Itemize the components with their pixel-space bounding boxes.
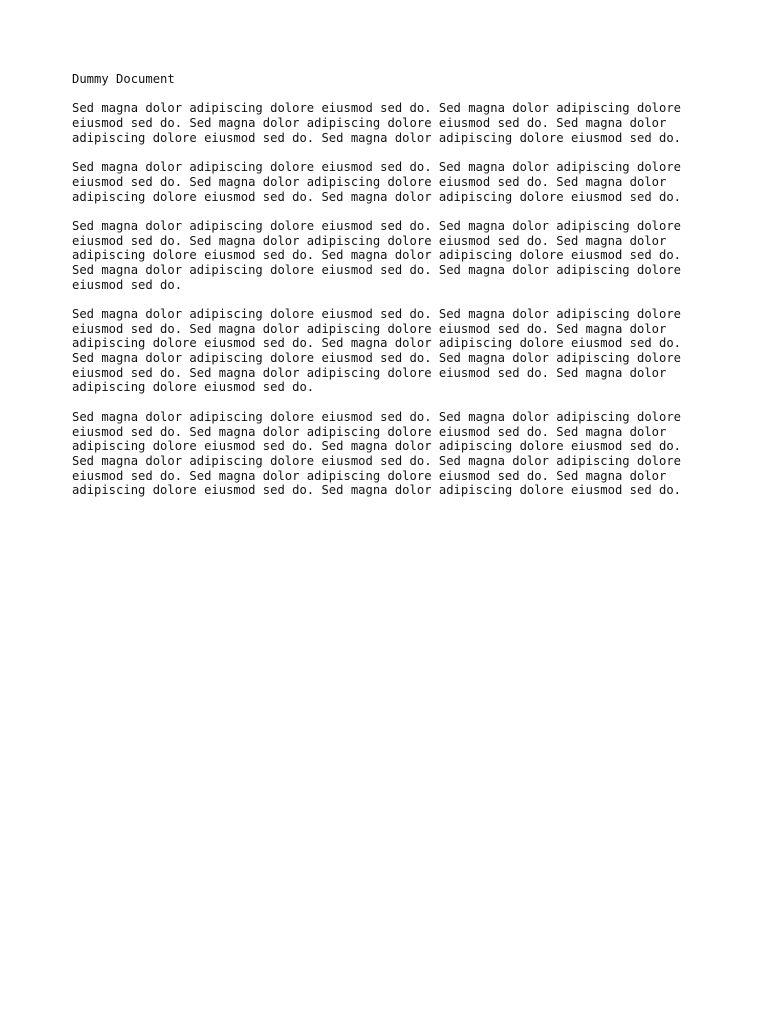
text-line: Sed magna dolor adipiscing dolore eiusmod sed do. Sed magna dolor adipiscing dolore [72,262,682,277]
text-line: eiusmod sed do. Sed magna dolor adipiscing dolore eiusmod sed do. Sed magna dolor [72,116,667,131]
text-line: Sed magna dolor adipiscing dolore eiusmod sed do. Sed magna dolor adipiscing dolore [72,101,682,116]
text-line: adipiscing dolore eiusmod sed do. Sed magna dolor adipiscing dolore eiusmod sed do. [72,189,682,204]
text-line: adipiscing dolore eiusmod sed do. Sed magna dolor adipiscing dolore eiusmod sed do. [72,483,682,498]
paragraph [72,307,712,395]
text-line: Sed magna dolor adipiscing dolore eiusmod sed do. Sed magna dolor adipiscing dolore [72,409,682,424]
text-line: eiusmod sed do. Sed magna dolor adipiscing dolore eiusmod sed do. Sed magna dolor [72,233,667,248]
text-line: adipiscing dolore eiusmod sed do. Sed magna dolor adipiscing dolore eiusmod sed do. [72,130,682,145]
text-line: eiusmod sed do. Sed magna dolor adipiscing dolore eiusmod sed do. Sed magna dolor [72,174,667,189]
paragraph [72,160,712,204]
text-line: Sed magna dolor adipiscing dolore eiusmod sed do. Sed magna dolor adipiscing dolore [72,160,682,175]
text-line: Sed magna dolor adipiscing dolore eiusmod sed do. Sed magna dolor adipiscing dolore [72,351,682,366]
paragraph [72,410,712,498]
text-line: eiusmod sed do. [72,277,183,292]
text-line: eiusmod sed do. Sed magna dolor adipiscing dolore eiusmod sed do. Sed magna dolor [72,321,667,336]
text-line: adipiscing dolore eiusmod sed do. [72,380,315,395]
text-line: Sed magna dolor adipiscing dolore eiusmod sed do. Sed magna dolor adipiscing dolore [72,218,682,233]
text-line: eiusmod sed do. Sed magna dolor adipiscing dolore eiusmod sed do. Sed magna dolor [72,365,667,380]
text-line: Sed magna dolor adipiscing dolore eiusmod sed do. Sed magna dolor adipiscing dolore [72,453,682,468]
text-line: adipiscing dolore eiusmod sed do. Sed magna dolor adipiscing dolore eiusmod sed do. [72,336,682,351]
text-line: Sed magna dolor adipiscing dolore eiusmod sed do. Sed magna dolor adipiscing dolore [72,307,682,322]
text-line: eiusmod sed do. Sed magna dolor adipiscing dolore eiusmod sed do. Sed magna dolor [72,468,667,483]
document-title: Dummy Document [72,72,175,86]
paragraph [72,219,712,292]
text-line: adipiscing dolore eiusmod sed do. Sed magna dolor adipiscing dolore eiusmod sed do. [72,248,682,263]
text-line: adipiscing dolore eiusmod sed do. Sed magna dolor adipiscing dolore eiusmod sed do. [72,439,682,454]
document-page [72,72,712,513]
text-line: eiusmod sed do. Sed magna dolor adipiscing dolore eiusmod sed do. Sed magna dolor [72,424,667,439]
paragraph [72,101,712,145]
